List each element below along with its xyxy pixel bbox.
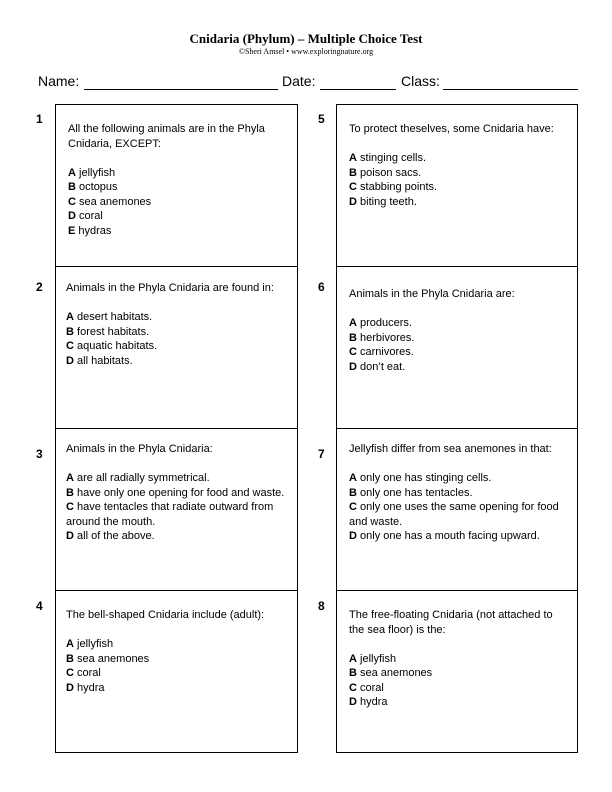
answer-option[interactable]: B have only one opening for food and waste. (66, 486, 285, 499)
question-number-8: 8 (318, 599, 325, 613)
question-number-5: 5 (318, 112, 325, 126)
question-number-7: 7 (318, 447, 325, 461)
answer-option[interactable]: A desert habitats. (66, 311, 153, 323)
answer-option[interactable]: C have tentacles that radiate outward from around the mouth. (66, 501, 274, 528)
student-info-line (38, 73, 578, 91)
answer-option[interactable]: D all of the above. (66, 530, 155, 542)
answer-option[interactable]: A stinging cells. (349, 152, 427, 164)
question-3 (66, 442, 286, 544)
answer-option[interactable]: C stabbing points. (349, 181, 438, 193)
answer-option[interactable]: D coral (68, 210, 103, 222)
question-1 (68, 122, 288, 238)
answer-option[interactable]: D hydra (66, 681, 105, 694)
answer-option[interactable]: D biting teeth. (349, 195, 417, 208)
question-number-2: 2 (36, 280, 43, 294)
question-stem: Animals in the Phyla Cnidaria are found in: (66, 282, 274, 294)
answer-option[interactable]: B herbivores. (349, 331, 415, 344)
question-2 (66, 281, 286, 368)
question-stem: Jellyfish differ from sea anemones in that: (349, 443, 552, 455)
answer-option[interactable]: B poison sacs. (349, 166, 422, 179)
answer-option[interactable]: B forest habitats. (66, 325, 150, 338)
answer-option[interactable]: C coral (349, 681, 384, 694)
answer-option[interactable]: A are all radially symmetrical. (66, 472, 210, 484)
class-field[interactable] (443, 89, 578, 90)
answer-option[interactable]: E hydras (68, 224, 112, 237)
question-4 (66, 608, 286, 695)
name-label: Name: (38, 73, 80, 89)
question-number-3: 3 (36, 447, 43, 461)
answer-option[interactable]: C aquatic habitats. (66, 340, 158, 352)
question-stem: The free-floating Cnidaria (not attached to the sea floor) is the: (349, 609, 553, 636)
question-stem: To protect theselves, some Cnidaria have: (349, 123, 554, 135)
question-stem: Animals in the Phyla Cnidaria are: (349, 288, 515, 300)
answer-option[interactable]: B sea anemones (66, 652, 150, 665)
answer-option[interactable]: D hydra (349, 696, 388, 708)
question-7 (349, 442, 569, 544)
question-number-1: 1 (36, 112, 43, 126)
answer-option[interactable]: A jellyfish (66, 638, 114, 650)
answer-option[interactable]: A producers. (349, 317, 412, 329)
answer-option[interactable]: A jellyfish (349, 652, 397, 665)
answer-option[interactable]: B octopus (68, 181, 118, 193)
class-label: Class: (401, 73, 440, 89)
question-stem: The bell-shaped Cnidaria include (adult): (66, 609, 265, 621)
answer-option[interactable]: C carnivores. (349, 346, 414, 358)
answer-option[interactable]: D don’t eat. (349, 360, 406, 373)
question-6 (349, 287, 569, 374)
question-number-4: 4 (36, 599, 43, 613)
date-label: Date: (282, 73, 316, 89)
question-5 (349, 122, 569, 209)
question-stem: Animals in the Phyla Cnidaria: (66, 443, 213, 455)
answer-option[interactable]: C coral (66, 667, 101, 679)
copyright-line: ©Sheri Amsel • www.exploringnature.org (238, 47, 374, 56)
page-title: Cnidaria (Phylum) – Multiple Choice Test (189, 31, 423, 46)
answer-option[interactable]: A jellyfish (68, 166, 116, 179)
answer-option[interactable]: B only one has tentacles. (349, 486, 473, 499)
name-field[interactable] (84, 89, 278, 90)
answer-option[interactable]: C only one uses the same opening for food and waste. (349, 501, 559, 528)
answer-option[interactable]: D only one has a mouth facing upward. (349, 530, 540, 542)
answer-option[interactable]: D all habitats. (66, 354, 133, 367)
answer-option[interactable]: A only one has stinging cells. (349, 472, 492, 484)
question-8 (349, 608, 569, 710)
question-number-6: 6 (318, 280, 325, 294)
date-field[interactable] (320, 89, 396, 90)
answer-option[interactable]: C sea anemones (68, 195, 152, 208)
question-stem: All the following animals are in the Phyla Cnidaria, EXCEPT: (68, 123, 265, 150)
answer-option[interactable]: B sea anemones (349, 667, 433, 679)
